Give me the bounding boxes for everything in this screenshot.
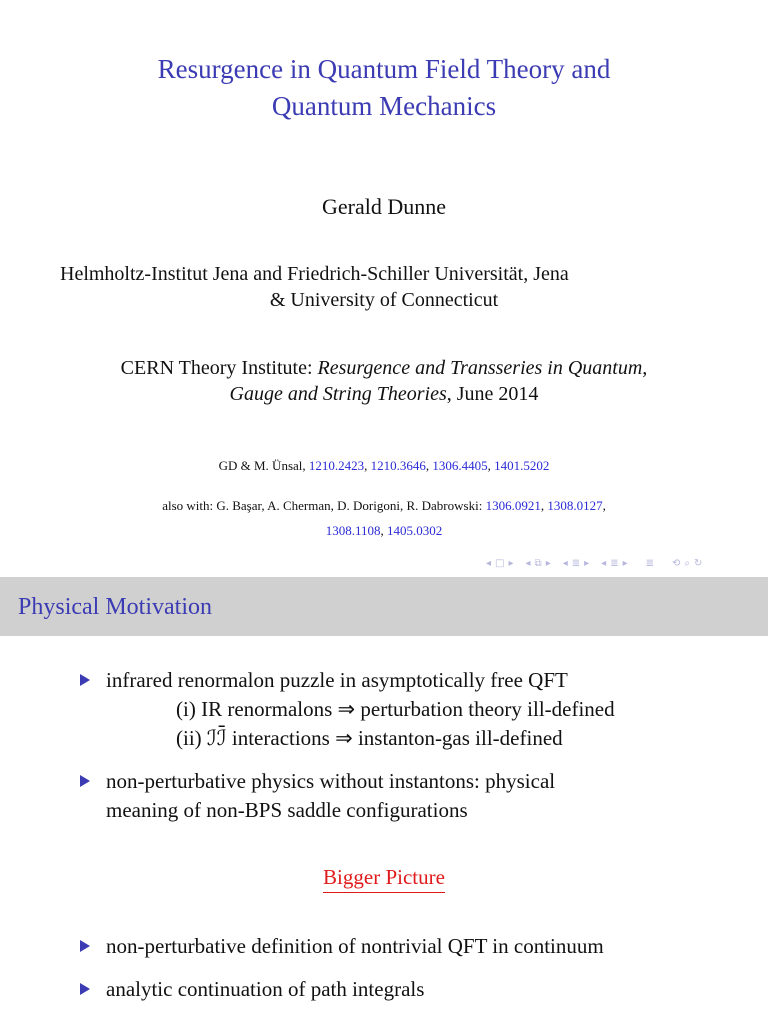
arxiv-link[interactable]: 1308.1108	[325, 523, 381, 538]
nav-left-icon[interactable]: ◂	[562, 557, 568, 569]
arxiv-link[interactable]: 1210.3646	[370, 458, 426, 473]
bullet-triangle-icon	[80, 940, 90, 952]
frame-title: Physical Motivation	[18, 594, 212, 620]
bullet-list-motivation	[80, 666, 760, 825]
conference-title-1: Resurgence and Transseries in Quantum,	[317, 357, 648, 379]
title-line-1: Resurgence in Quantum Field Theory and	[157, 54, 611, 84]
sub-item: (i) IR renormalons ⇒ perturbation theory ill-defined	[176, 697, 615, 721]
reference-line-3: 1308.1108, 1405.0302	[325, 523, 443, 538]
arxiv-link[interactable]: 1308.0127	[547, 498, 603, 513]
bullet-triangle-icon	[80, 983, 90, 995]
conference-line-2	[0, 383, 768, 406]
nav-document-icon[interactable]: ≣	[610, 557, 619, 569]
bullet-text: meaning of non-BPS saddle configurations	[106, 798, 468, 822]
bullet-text: non-perturbative physics without instantons: physical	[106, 769, 556, 793]
nav-toc-icon[interactable]: ≣	[645, 557, 655, 569]
arxiv-link[interactable]: 1405.0302	[387, 523, 443, 538]
nav-right-icon[interactable]: ▸	[508, 557, 514, 569]
bullet-text: infrared renormalon puzzle in asymptotically free QFT	[106, 668, 568, 692]
nav-subsection-icon[interactable]: ⧉	[534, 557, 542, 569]
list-item	[80, 767, 760, 825]
arxiv-link[interactable]: 1306.0921	[485, 498, 541, 513]
nav-frame-icon[interactable]: □	[495, 557, 505, 569]
nav-right-icon[interactable]: ▸	[545, 557, 551, 569]
nav-section-icon[interactable]: ≣	[571, 557, 581, 569]
reference-line-2: also with: G. Başar, A. Cherman, D. Dorigoni, R. Dabrowski: 1306.0921, 1308.0127,	[162, 498, 606, 513]
reference-authors: GD & M. Ünsal,	[218, 458, 309, 473]
nav-back-icon[interactable]: ⟲	[672, 557, 681, 569]
author-name: Gerald Dunne	[321, 194, 446, 219]
title-line-2: Quantum Mechanics	[271, 91, 497, 121]
institution-line-2: & University of Connecticut	[269, 289, 499, 311]
institution-line-1: Helmholtz-Institut Jena and Friedrich-Schiller Universität, Jena	[60, 263, 569, 285]
bullet-triangle-icon	[80, 775, 90, 787]
conference-date: , June 2014	[446, 383, 539, 405]
bullet-list-bigger-picture	[80, 932, 760, 1004]
frame-header	[0, 577, 768, 636]
list-item	[80, 666, 760, 753]
conference-line-1	[0, 357, 768, 380]
arxiv-link[interactable]: 1401.5202	[494, 458, 550, 473]
sub-item: (ii) ℐℐ̄ interactions ⇒ instanton-gas ill-defined	[176, 726, 563, 750]
nav-right-icon[interactable]: ▸	[622, 557, 628, 569]
bullet-triangle-icon	[80, 674, 90, 686]
arxiv-link[interactable]: 1306.4405	[432, 458, 488, 473]
arxiv-link[interactable]: 1210.2423	[308, 458, 365, 473]
list-item	[80, 975, 760, 1004]
bullet-text: analytic continuation of path integrals	[106, 977, 425, 1001]
bullet-text: non-perturbative definition of nontrivial QFT in continuum	[106, 934, 604, 958]
conference-title-2: Gauge and String Theories	[229, 383, 447, 405]
list-item	[80, 932, 760, 961]
nav-left-icon[interactable]: ◂	[486, 557, 492, 569]
nav-forward-icon[interactable]: ↻	[694, 557, 703, 569]
coauthors: also with: G. Başar, A. Cherman, D. Dorigoni, R. Dabrowski:	[162, 498, 486, 513]
section-heading	[0, 865, 768, 890]
nav-left-icon[interactable]: ◂	[601, 557, 607, 569]
nav-search-icon[interactable]: ⌕	[684, 557, 691, 569]
section-heading-text: Bigger Picture	[323, 865, 445, 893]
nav-left-icon[interactable]: ◂	[525, 557, 531, 569]
beamer-navigation-bar	[486, 557, 762, 569]
reference-line-1: GD & M. Ünsal, 1210.2423, 1210.3646, 1306.4405, 1401.5202	[218, 458, 550, 473]
conference-prefix: CERN Theory Institute:	[120, 357, 318, 379]
nav-right-icon[interactable]: ▸	[584, 557, 590, 569]
